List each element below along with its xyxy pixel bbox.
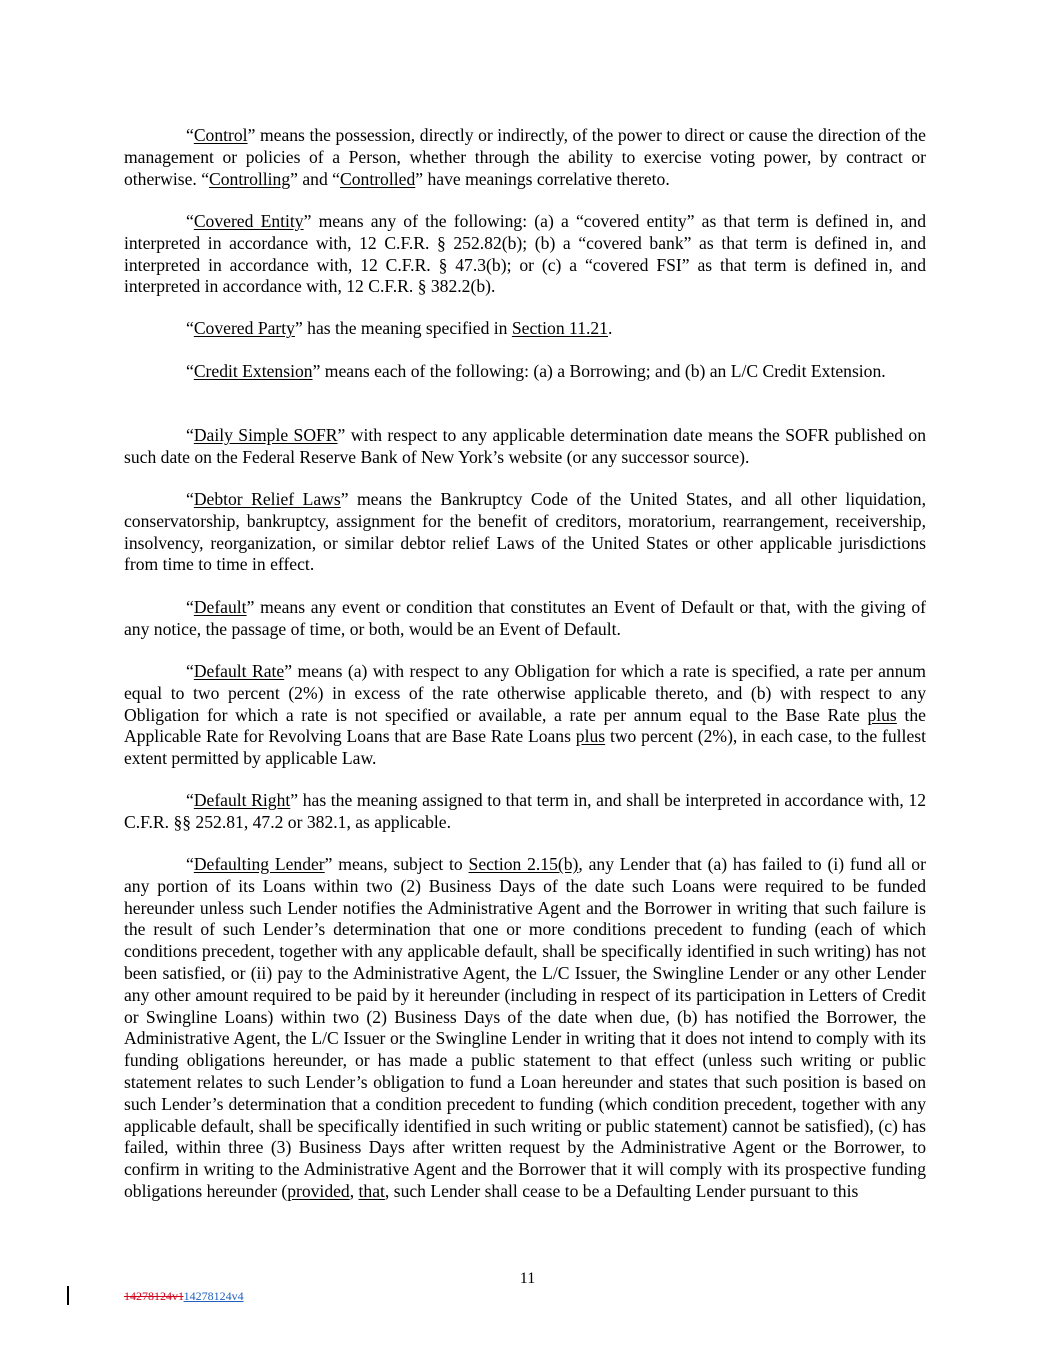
revision-change-bar: [67, 1286, 69, 1305]
defined-term: Default Rate: [193, 661, 285, 681]
document-id-deleted: 14278124v1: [124, 1289, 184, 1303]
definition-daily-simple-sofr: “Daily Simple SOFR” with respect to any applicable determination date means the SOFR published on such date on the Federal Reserve Bank of New York’s website (or any successor source).: [124, 425, 926, 467]
definition-defaulting-lender: “Defaulting Lender” means, subject to Section 2.15(b), any Lender that (a) has failed to (i) fund all or any portion of its Loans within two (2) Business Days of the date such Loans were required to be funded hereunder unless such Lender notifies the Administrative Agent and the Borrower in writing that such failure is the result of such Lender’s determination that one or more conditions precedent to funding (each of which conditions precedent, together with any applicable default, shall be specifically identified in such writing) has not been satisfied, or (ii) pay to the Administrative Agent, the L/C Issuer, the Swingline Lender or any other Lender any other amount required to be paid by it hereunder (including in respect of its participation in Letters of Credit or Swingline Loans) within two (2) Business Days of the date when due, (b) has notified the Borrower, the Administrative Agent, the L/C Issuer or the Swingline Lender in writing that it does not intend to comply with its funding obligations hereunder, or has made a public statement to that effect (unless such writing or public statement relates to such Lender’s obligation to fund a Loan hereunder and states that such position is based on such Lender’s determination that a condition precedent to funding (which condition precedent, together with any applicable default, shall be specifically identified in such writing or public statement) cannot be satisfied), (c) has failed, within three (3) Business Days after written request by the Administrative Agent or the Borrower, to confirm in writing to the Administrative Agent and the Borrower that it will comply with its prospective funding obligations hereunder (provided, that, such Lender shall cease to be a Defaulting Lender pursuant to this: [124, 854, 926, 1201]
definition-covered-entity: “Covered Entity” means any of the following: (a) a “covered entity” as that term is defined in, and interpreted in accordance with, 12 C.F.R. § 252.82(b); (b) a “covered bank” as that term is defined in, and interpreted in accordance with, 12 C.F.R. § 47.3(b); or (c) a “covered FSI” as that term is defined in, and interpreted in accordance with, 12 C.F.R. § 382.2(b).: [124, 211, 926, 297]
emphasis-term: plus: [867, 704, 897, 725]
defined-term: Debtor Relief Laws: [193, 489, 341, 509]
defined-term: Covered Entity: [193, 211, 304, 231]
definition-default-right: “Default Right” has the meaning assigned to that term in, and shall be interpreted in accordance with, 12 C.F.R. §§ 252.81, 47.2 or 382.1, as applicable.: [124, 790, 926, 832]
definition-credit-extension: “Credit Extension” means each of the following: (a) a Borrowing; and (b) an L/C Credit Extension.: [186, 361, 886, 381]
document-id-inserted: 14278124v4: [183, 1289, 244, 1303]
definition-debtor-relief-laws: “Debtor Relief Laws” means the Bankruptcy Code of the United States, and all other liquidation, conservatorship, bankruptcy, assignment for the benefit of creditors, moratorium, rearrangement, receivership, insolvency, reorganization, or similar debtor relief Laws of the United States or other applicable jurisdictions from time to time in effect.: [124, 489, 927, 575]
defined-term: Covered Party: [193, 318, 295, 338]
definition-control: “Control” means the possession, directly or indirectly, of the power to direct or cause the direction of the management or policies of a Person, whether through the ability to exercise voting power, by contract or otherwise. “Controlling” and “Controlled” have meanings correlative thereto.: [124, 125, 926, 189]
emphasis-term: that: [358, 1180, 385, 1201]
emphasis-term: provided: [287, 1180, 350, 1201]
emphasis-term: plus: [575, 726, 606, 747]
defined-term: Default Right: [193, 790, 291, 810]
defined-term: Control: [193, 125, 248, 145]
document-id: [124, 1289, 244, 1303]
definition-default-rate: “Default Rate” means (a) with respect to any Obligation for which a rate is specified, a rate per annum equal to two percent (2%) in excess of the rate otherwise applicable thereto, and (b) with respect to any Obligation for which a rate is not specified or available, a rate per annum equal to the Base Rate plus the Applicable Rate for Revolving Loans that are Base Rate Loans plus two percent (2%), in each case, to the fullest extent permitted by applicable Law.: [124, 661, 926, 769]
defined-term: Defaulting Lender: [193, 854, 325, 874]
defined-term: Daily Simple SOFR: [193, 425, 338, 445]
section-reference: Section 2.15(b): [468, 854, 579, 874]
defined-term: Default: [193, 597, 247, 617]
defined-term: Controlling: [209, 168, 291, 189]
definition-default: “Default” means any event or condition that constitutes an Event of Default or that, with the giving of any notice, the passage of time, or both, would be an Event of Default.: [124, 597, 926, 639]
defined-term: Controlled: [339, 168, 416, 189]
page-number: 11: [519, 1270, 536, 1287]
section-reference: Section 11.21: [511, 318, 608, 338]
definition-covered-party: “Covered Party” has the meaning specified in Section 11.21.: [186, 318, 613, 338]
defined-term: Credit Extension: [193, 361, 313, 381]
